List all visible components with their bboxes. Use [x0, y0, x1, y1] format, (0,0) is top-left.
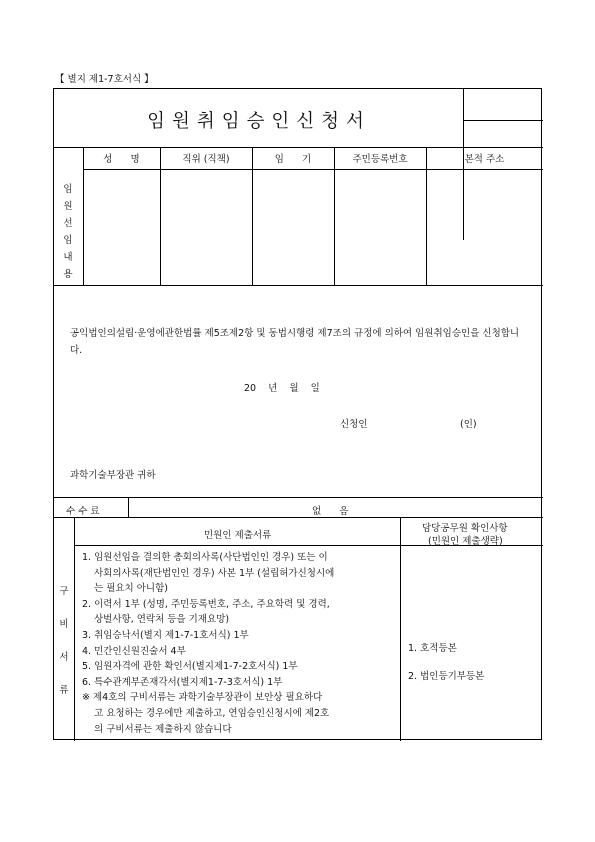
- official-check-list: [408, 635, 484, 691]
- fee-divider: [128, 497, 129, 517]
- docs-side-divider: [74, 517, 75, 741]
- list-item: 3. 취임승낙서(별지 제1-7-1호서식) 1부: [82, 629, 249, 641]
- header-term: 임 기: [274, 154, 312, 165]
- list-item: 6. 특수관계부존재각서(별지제1-7-3호서식) 1부: [82, 676, 283, 688]
- list-item: 의 구비서류는 제출하지 않습니다: [94, 723, 232, 735]
- header-position: 직위 (직책): [182, 154, 230, 165]
- title-box-split: [463, 120, 543, 121]
- list-item: 는 필요치 아니함): [94, 583, 168, 595]
- list-item: 1. 임원선임을 결의한 총회의사록(사단법인인 경우) 또는 이: [82, 552, 328, 563]
- date-line: 20 년 월 일: [244, 383, 320, 394]
- list-item: 사회의사록(재단법인인 경우) 사본 1부 (설립허가신청시에: [94, 567, 335, 579]
- header-name: 성 명: [103, 154, 140, 165]
- header-bottom-rule: [83, 169, 543, 170]
- fee-bottom-rule: [54, 517, 543, 518]
- section1-bottom-rule: [54, 285, 543, 286]
- form-number-label: 【 별지 제1-7호서식 】: [55, 74, 154, 85]
- list-item: 상벌사항, 연락처 등을 기재요망): [94, 614, 230, 626]
- header-resident-number: 주민등록번호: [352, 154, 408, 165]
- form-title: 임원취임승인신청서: [147, 111, 371, 132]
- list-item: 4. 민간인신원진술서 4부: [82, 645, 186, 657]
- header-registered-address: 본적 주소: [464, 154, 505, 165]
- list-item: ※ 제4호의 구비서류는 과학기술부장관이 보안상 필요하다: [82, 692, 323, 704]
- list-item: 1. 호적등본: [408, 643, 457, 654]
- list-item: 고 요청하는 경우에만 제출하고, 연임승인신청시에 제2호: [94, 707, 330, 719]
- list-item: 5. 임원자격에 관한 확인서(별지제1-7-2호서식) 1부: [82, 661, 298, 673]
- application-statement: 공익법인의설립·운영에관한법률 제5조제2항 및 동법시행령 제7조의 규정에 의하여 임원취임승인을 신청합니다.: [70, 328, 520, 356]
- docs-col-divider: [400, 517, 401, 741]
- appointment-side-label: 임 원 선 임 내 용: [63, 184, 73, 280]
- seal-label: (인): [460, 419, 477, 430]
- official-check-header: 담당공무원 확인사항: [422, 523, 508, 534]
- fee-label: 수 수 료: [66, 506, 100, 517]
- addressee: 과학기술부장관 귀하: [70, 470, 156, 481]
- official-check-subheader: (민원인 제출생략): [428, 536, 503, 547]
- applicant-docs-header: 민원인 제출서류: [204, 530, 272, 541]
- application-form: [53, 88, 542, 740]
- fee-value: 없 음: [312, 506, 349, 517]
- applicant-label: 신청인: [340, 419, 368, 430]
- list-item: 2. 이력서 1부 (성명, 주민등록번호, 주소, 주요학력 및 경력,: [82, 598, 330, 610]
- list-item: 2. 법인등기부등본: [408, 671, 485, 682]
- documents-side-label: 구 비 서 류: [59, 586, 69, 696]
- applicant-docs-list: [82, 550, 400, 737]
